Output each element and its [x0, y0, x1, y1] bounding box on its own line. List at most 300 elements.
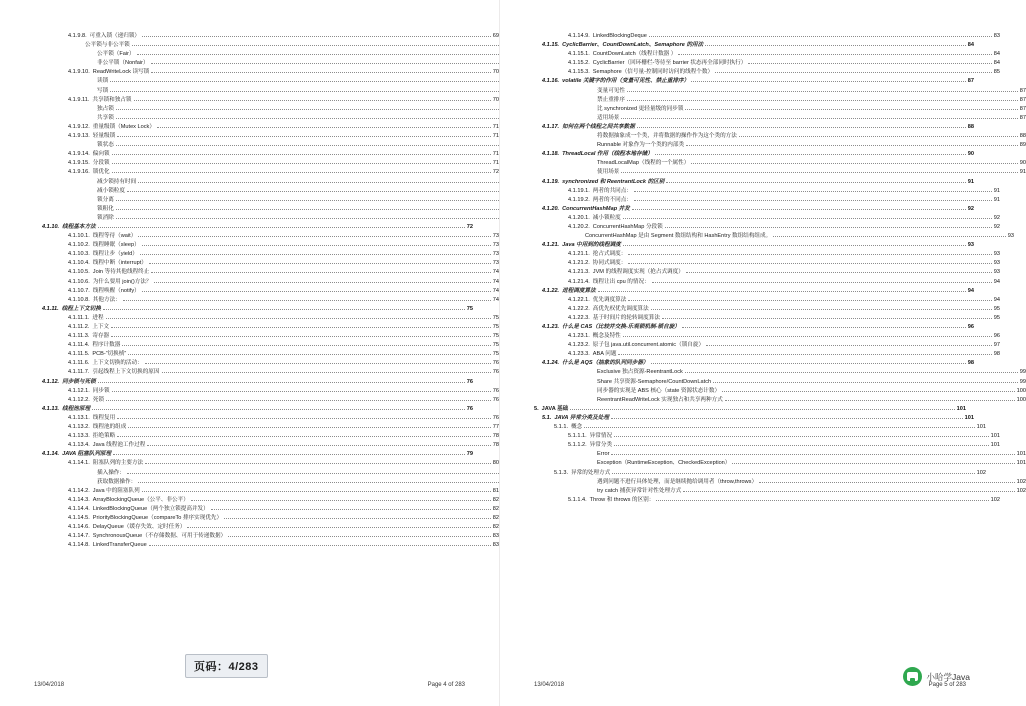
toc-leader-dots	[112, 163, 491, 164]
toc-entry-number: 4.1.11.2.	[68, 324, 90, 330]
toc-entry-label: 线程复用	[92, 414, 116, 421]
toc-entry-label: 获取数据操作：	[97, 478, 137, 485]
toc-entry-page: 76	[492, 396, 499, 403]
toc-entry-page: 71	[492, 160, 499, 167]
toc-leader-dots	[132, 45, 505, 46]
toc-leader-dots	[117, 136, 491, 137]
toc-leader-dots	[157, 127, 491, 128]
toc-entry-number: 4.1.10.7.	[68, 287, 90, 294]
toc-entry-number: 4.1.9.15.	[68, 160, 90, 167]
toc-entry-number: 4.1.13.3.	[68, 433, 90, 440]
toc-entry-label: Exclusive 独占资源-ReentrantLock	[597, 369, 683, 376]
toc-entry-number: 4.1.20.1.	[568, 214, 590, 221]
toc-entry-label: 其他方法：	[92, 296, 121, 303]
toc-entry[interactable]	[34, 216, 525, 225]
page-number-badge-label: 页码：	[194, 661, 229, 673]
toc-leader-dots	[149, 545, 491, 546]
toc-entry-page: 87	[1019, 114, 1026, 121]
toc-entry-label: 减小锁粒度	[592, 214, 621, 221]
toc-leader-dots	[92, 409, 465, 410]
toc-leader-dots	[113, 454, 465, 455]
toc-entry-page: 84	[993, 60, 1000, 67]
toc-entry-label: 遇到问题不进行具体处理，而是继续抛给调用者（throw,throws）	[597, 478, 758, 485]
toc-leader-dots	[117, 436, 491, 437]
toc-leader-dots	[715, 72, 992, 73]
toc-leader-dots	[683, 491, 1014, 492]
toc-entry-label: 锁优化	[92, 169, 110, 176]
toc-leader-dots	[147, 445, 490, 446]
toc-entry-label: Share 共享资源-Semaphore/CountDownLatch	[597, 378, 712, 385]
toc-entry-number: 4.1.11.4.	[68, 342, 90, 349]
toc-entry-page: 92	[993, 214, 1000, 221]
toc-leader-dots	[623, 336, 992, 337]
toc-leader-dots	[665, 227, 992, 228]
toc-entry-number: 4.1.21.4.	[568, 278, 590, 285]
toc-leader-dots	[618, 354, 991, 355]
toc-entry-page: 74	[492, 269, 499, 276]
toc-leader-dots	[224, 518, 491, 519]
toc-entry-page: 87	[1019, 87, 1026, 94]
toc-entry-page: 76	[466, 405, 473, 412]
toc-entry-number: 5.1.3.	[554, 469, 568, 476]
toc-entry-number: 4.1.14.8.	[68, 542, 90, 549]
toc-entry-page: 101	[990, 433, 1000, 440]
toc-entry-number: 4.1.9.10.	[68, 69, 90, 76]
toc-entry-number: 4.1.14.2.	[68, 487, 90, 494]
toc-entry-page: 76	[466, 378, 473, 385]
toc-leader-dots	[112, 172, 491, 173]
toc-entry-label: Java 线程池工作过程	[92, 442, 146, 449]
toc-entry-page: 91	[967, 178, 974, 185]
toc-entry-page: 75	[492, 351, 499, 358]
toc-entry-page: 82	[492, 524, 499, 531]
document-page-left	[0, 0, 500, 706]
toc-entry-label: ConcurrentHashMap 并发	[562, 205, 630, 212]
toc-entry-number: 4.1.23.1.	[568, 333, 590, 340]
toc-entry-page: 80	[492, 460, 499, 467]
toc-entry-label: 进程调度算法	[562, 287, 596, 294]
toc-entry-page: 73	[492, 233, 499, 240]
toc-entry-label: 拒绝策略	[92, 433, 116, 440]
toc-entry-label: 可重入锁（递归锁）	[89, 33, 141, 39]
toc-entry-label: Throw 和 throws 的区别：	[589, 496, 655, 503]
toc-entry-label: 什么是 AQS（抽象的队列同步器）	[562, 360, 649, 367]
toc-entry-number: 4.1.12.2.	[68, 396, 90, 403]
toc-entry-label: 锁分离	[97, 196, 114, 203]
toc-leader-dots	[110, 91, 517, 92]
toc-entry-number: 4.1.11.3.	[68, 333, 90, 340]
toc-leader-dots	[705, 45, 966, 46]
toc-entry-label: DelayQueue（缓存失效、定时任务）	[92, 524, 186, 531]
toc-entry-label: 线程基本方法	[62, 223, 96, 230]
toc-entry-label: Runnable 对象作为一个类的内部类	[597, 142, 685, 149]
toc-entry-page: 94	[967, 287, 974, 294]
toc-leader-dots	[137, 54, 517, 55]
toc-entry-label: Exception（RuntimeException、CheckedException）	[597, 460, 731, 467]
toc-entry-label: 适用场景	[597, 114, 620, 121]
toc-entry-number: 4.1.10.2.	[68, 242, 90, 249]
toc-entry[interactable]	[34, 298, 499, 307]
toc-entry-label: Semaphore（信号量-控制同时访问的线程个数）	[592, 69, 714, 76]
toc-entry-number: 4.1.11.	[42, 305, 59, 312]
toc-leader-dots	[632, 209, 966, 210]
toc-leader-dots	[106, 318, 491, 319]
toc-leader-dots	[98, 382, 465, 383]
toc-leader-dots	[652, 282, 992, 283]
toc-entry-label: 比 synchronized 更轻量级的同步锁	[597, 105, 684, 112]
toc-entry-label: JAVA 异常分类及处理	[554, 414, 609, 421]
toc-entry-page: 101	[1016, 451, 1026, 458]
toc-entry-number: 4.1.14.1.	[68, 460, 90, 467]
toc-entry[interactable]	[534, 398, 1026, 407]
toc-entry-label: CyclicBarrier、CountDownLatch、Semaphore 的用法	[562, 42, 704, 49]
document-page-right	[500, 0, 1026, 706]
toc-leader-dots	[725, 400, 1015, 401]
toc-entry-label: 协同式调度：	[592, 260, 627, 267]
footer-date-right: 13/04/2018	[534, 682, 565, 688]
toc-entry-page: 75	[492, 314, 499, 321]
toc-entry-label: 同步锁	[92, 387, 110, 394]
toc-leader-dots	[628, 300, 991, 301]
toc-leader-dots	[138, 182, 517, 183]
toc-leader-dots	[98, 227, 465, 228]
toc-entry-label: 公平锁（Fair）	[97, 51, 135, 58]
toc-leader-dots	[112, 154, 491, 155]
toc-entry-page: 82	[492, 514, 499, 521]
toc-entry-page: 96	[967, 324, 974, 330]
toc-leader-dots	[127, 191, 517, 192]
toc-entry-label: SynchronousQueue（不存储数据、可用于传递数据）	[92, 533, 227, 540]
toc-entry-page: 90	[967, 151, 974, 158]
toc-leader-dots	[134, 100, 491, 101]
toc-entry-page: 84	[993, 51, 1000, 58]
toc-leader-dots	[106, 400, 491, 401]
toc-entry[interactable]	[534, 280, 1000, 289]
page-number-badge-value: 4/283	[228, 661, 259, 673]
toc-entry-label: 同步器的实现是 ABS 核心（state 资源状态计数）	[597, 387, 721, 394]
toc-leader-dots	[116, 118, 517, 119]
toc-leader-dots	[228, 536, 491, 537]
toc-leader-dots	[149, 263, 491, 264]
toc-leader-dots	[706, 345, 992, 346]
toc-entry-label: 重量级锁（Mutex Lock）	[92, 123, 155, 130]
toc-entry-label: 将数据抽象成一个类，并将数据的操作作为这个类的方法	[597, 133, 737, 140]
toc-leader-dots	[117, 418, 491, 419]
toc-entry-page: 73	[492, 251, 499, 258]
toc-entry-number: 4.1.14.6.	[68, 524, 90, 531]
toc-entry[interactable]	[34, 543, 499, 552]
toc-entry-number: 4.1.20.	[542, 205, 560, 212]
toc-entry-number: 4.1.10.6.	[68, 278, 90, 285]
toc-entry-label: 独占锁	[97, 105, 114, 112]
toc-entry-label: 共享锁	[97, 114, 114, 121]
toc-leader-dots	[145, 463, 491, 464]
toc-entry-number: 4.1.19.1.	[568, 187, 590, 194]
toc-leader-dots	[691, 163, 1017, 164]
toc-leader-dots	[612, 473, 974, 474]
toc-entry-page: 95	[993, 314, 1000, 321]
toc-leader-dots	[138, 482, 517, 483]
toc-entry-label: Join 等待其他线程终止	[92, 269, 150, 276]
toc-entry-label: 异常分类	[589, 442, 613, 449]
toc-entry-label: 两者的共同点：	[592, 187, 632, 194]
toc-entry-page: 87	[1019, 105, 1026, 112]
toc-entry-number: 4.1.13.4.	[68, 442, 90, 449]
toc-entry-label: 引起线程上下文切换的原因	[92, 369, 160, 376]
toc-entry-page: 95	[993, 305, 1000, 312]
toc-entry-page: 93	[993, 269, 1000, 276]
toc-entry-page: 83	[492, 533, 499, 540]
toc-entry-label: 线程等待（wait）	[92, 233, 137, 240]
toc-entry-label: 减小锁粒度	[97, 187, 125, 194]
toc-entry-number: 4.1.23.2.	[568, 342, 590, 349]
toc-entry-label: volatile 关键字的作用（变量可见性、禁止重排序）	[562, 78, 690, 85]
toc-entry-number: 4.1.10.5.	[68, 269, 90, 276]
toc-list-right	[534, 33, 1026, 507]
toc-entry-label: 什么是 CAS（比较并交换-乐观锁机制-锁自旋）	[562, 324, 680, 330]
toc-entry-number: 4.1.10.3.	[68, 251, 90, 258]
toc-entry-label: try catch 捕获异常针对性处理方式	[597, 487, 682, 494]
toc-entry-number: 4.1.21.3.	[568, 269, 590, 276]
toc-entry-number: 5.1.1.	[554, 424, 568, 431]
toc-entry-number: 4.1.14.	[42, 451, 60, 458]
toc-leader-dots	[128, 427, 490, 428]
toc-entry-page: 102	[976, 469, 986, 476]
toc-entry-page: 82	[492, 496, 499, 503]
toc-leader-dots	[722, 391, 1015, 392]
toc-entry-label: JAVA 阻塞队列原理	[62, 451, 112, 458]
toc-entry-number: 4.1.21.2.	[568, 260, 590, 267]
toc-entry-page: 100	[1016, 387, 1026, 394]
toc-entry-page: 92	[993, 223, 1000, 230]
toc-leader-dots	[627, 91, 1018, 92]
toc-leader-dots	[112, 391, 491, 392]
toc-entry-page: 93	[993, 251, 1000, 258]
toc-entry-page: 88	[1019, 133, 1026, 140]
toc-entry-page: 97	[993, 342, 1000, 349]
toc-leader-dots	[151, 63, 517, 64]
toc-entry-label: 死锁	[92, 396, 104, 403]
toc-entry-label: ThreadLocalMap（线程的一个属性）	[597, 160, 690, 167]
toc-entry-page: 75	[492, 324, 499, 330]
toc-entry-label: 变量可见性	[597, 87, 625, 94]
toc-entry-number: 4.1.9.11.	[68, 96, 90, 103]
toc-entry[interactable]	[34, 398, 499, 407]
toc-entry-page: 71	[492, 123, 499, 130]
toc-entry-label: 抢占式调度：	[592, 251, 627, 258]
toc-leader-dots	[127, 473, 517, 474]
toc-entry-number: 4.1.9.14.	[68, 151, 90, 158]
toc-entry-page: 81	[492, 487, 499, 494]
footer-date-left: 13/04/2018	[34, 682, 65, 688]
toc-entry[interactable]	[534, 498, 1000, 507]
toc-entry-number: 4.1.17.	[542, 123, 560, 130]
toc-entry-label: 优先调度算法	[592, 296, 627, 303]
toc-entry-label: ThreadLocal 作用（线程本地存储）	[562, 151, 653, 158]
toc-entry-label: 基于时间片的轮转调度算法	[592, 314, 660, 321]
toc-leader-dots	[634, 191, 992, 192]
toc-leader-dots	[151, 72, 491, 73]
toc-entry-page: 101	[956, 405, 966, 412]
toc-entry-page: 91	[993, 187, 1000, 194]
toc-leader-dots	[116, 218, 517, 219]
toc-entry-page: 73	[492, 242, 499, 249]
toc-entry-number: 4.1.21.	[542, 242, 560, 249]
toc-entry-label: 线程池的组成	[92, 424, 127, 431]
toc-entry-number: 4.1.14.3.	[68, 496, 90, 503]
toc-leader-dots	[651, 309, 992, 310]
toc-entry-number: 4.1.14.4.	[68, 505, 90, 512]
toc-entry-page: 90	[1019, 160, 1026, 167]
toc-entry-label: 同步锁与死锁	[62, 378, 96, 385]
toc-entry-number: 5.1.	[542, 414, 552, 421]
toc-leader-dots	[614, 445, 989, 446]
toc-entry-number: 4.1.18.	[542, 151, 560, 158]
toc-entry-page: 100	[1016, 396, 1026, 403]
toc-leader-dots	[142, 36, 491, 37]
toc-leader-dots	[187, 527, 490, 528]
toc-entry-label: ArrayBlockingQueue（公平、非公平）	[92, 496, 189, 503]
toc-entry-page: 101	[990, 442, 1000, 449]
toc-entry-label: 两者的不同点：	[592, 196, 632, 203]
toc-entry-label: Java 中用到的线程调度	[562, 242, 621, 249]
toc-leader-dots	[655, 154, 966, 155]
footer-page-label-right: Page 5 of 283	[928, 682, 966, 688]
toc-entry-label: 线程让出 cpu 的情况：	[592, 278, 650, 285]
toc-entry-page: 96	[993, 333, 1000, 340]
toc-leader-dots	[162, 372, 491, 373]
toc-leader-dots	[662, 318, 992, 319]
toc-leader-dots	[773, 236, 1006, 237]
toc-leader-dots	[128, 354, 491, 355]
toc-entry-number: 4.1.15.	[542, 42, 560, 49]
toc-leader-dots	[623, 245, 966, 246]
toc-leader-dots	[151, 272, 490, 273]
toc-entry-number: 5.	[534, 405, 539, 412]
toc-entry-page: 99	[1019, 369, 1026, 376]
toc-entry-number: 4.1.13.1.	[68, 414, 90, 421]
toc-leader-dots	[759, 482, 1015, 483]
toc-entry-number: 4.1.11.6.	[68, 360, 90, 367]
toc-entry-label: LinkedTransferQueue	[92, 542, 147, 549]
toc-leader-dots	[748, 63, 991, 64]
toc-entry-number: 4.1.10.1.	[68, 233, 90, 240]
toc-entry-number: 4.1.10.	[42, 223, 60, 230]
toc-entry-number: 4.1.12.	[42, 378, 60, 385]
toc-leader-dots	[621, 118, 1017, 119]
toc-entry[interactable]	[34, 370, 499, 379]
toc-leader-dots	[111, 336, 491, 337]
toc-entry-number: 4.1.14.7.	[68, 533, 90, 540]
toc-entry-label: 轻量级锁	[92, 133, 116, 140]
toc-leader-dots	[686, 145, 1018, 146]
toc-entry-page: 101	[976, 424, 986, 431]
toc-entry-number: 4.1.9.16.	[68, 169, 90, 176]
toc-leader-dots	[122, 345, 490, 346]
page-footer-left	[34, 682, 465, 688]
toc-leader-dots	[142, 291, 491, 292]
toc-entry-label: 为什么要用 join()方法？	[92, 278, 152, 285]
toc-entry-page: 98	[993, 351, 1000, 358]
toc-entry-page: 75	[466, 305, 473, 312]
toc-entry-label: 线程上下文切换	[61, 305, 101, 312]
toc-entry-number: 4.1.22.2.	[568, 305, 590, 312]
toc-entry-number: 4.1.16.	[542, 78, 560, 85]
toc-entry-label: 概念及特性	[592, 333, 621, 340]
toc-entry-label: 进程	[92, 314, 104, 321]
toc-entry-label: Error	[597, 451, 610, 458]
toc-entry-label: LinkedBlockingDeque	[592, 33, 647, 39]
toc-entry-page: 74	[492, 287, 499, 294]
toc-entry-label: 写锁	[97, 87, 109, 94]
toc-entry-label: LinkedBlockingQueue（两个独立锁提高并发）	[92, 505, 209, 512]
toc-entry-page: 93	[993, 260, 1000, 267]
toc-entry-page: 69	[492, 33, 499, 39]
toc-entry-page: 74	[492, 296, 499, 303]
toc-leader-dots	[570, 409, 954, 410]
toc-leader-dots	[628, 254, 991, 255]
toc-entry-page: 82	[492, 505, 499, 512]
toc-entry-label: 禁止重排序	[597, 96, 625, 103]
toc-entry-page: 70	[492, 69, 499, 76]
toc-leader-dots	[611, 454, 1014, 455]
toc-entry-page: 91	[1019, 169, 1026, 176]
toc-leader-dots	[649, 36, 992, 37]
toc-leader-dots	[116, 200, 517, 201]
toc-entry-page: 98	[967, 360, 974, 367]
toc-entry[interactable]	[534, 416, 974, 425]
toc-entry-page: 101	[1016, 460, 1026, 467]
toc-entry-page: 91	[993, 196, 1000, 203]
toc-leader-dots	[123, 300, 491, 301]
wechat-logo-icon	[903, 667, 922, 686]
toc-leader-dots	[138, 236, 490, 237]
toc-entry-page: 93	[967, 242, 974, 249]
toc-entry-page: 92	[967, 205, 974, 212]
toc-leader-dots	[111, 327, 491, 328]
toc-entry-number: 4.1.19.	[542, 178, 560, 185]
toc-entry-page: 99	[1019, 378, 1026, 385]
toc-list-left	[34, 33, 499, 552]
toc-entry-page: 78	[492, 442, 499, 449]
toc-leader-dots	[598, 291, 966, 292]
toc-entry-page: 101	[964, 414, 974, 421]
page-footer-right	[534, 682, 966, 688]
toc-entry-page: 89	[1019, 142, 1026, 149]
toc-entry-page: 71	[492, 133, 499, 140]
toc-entry-number: 4.1.11.5.	[68, 351, 90, 358]
toc-entry-label: 如何在两个线程之间共享数据	[562, 123, 635, 130]
toc-entry-label: PriorityBlockingQueue（compareTo 排序实现优先）	[92, 514, 223, 521]
watermark-text: 小哈学Java	[926, 671, 970, 682]
toc-entry-number: 4.1.23.3.	[568, 351, 590, 358]
toc-entry-number: 4.1.13.	[42, 405, 60, 412]
toc-entry-number: 4.1.10.8.	[68, 296, 90, 303]
toc-entry-label: 共享锁和独占锁	[92, 96, 132, 103]
toc-entry-number: 4.1.24.	[542, 360, 560, 367]
toc-entry-page: 102	[1016, 478, 1026, 485]
toc-entry-page: 102	[990, 496, 1000, 503]
toc-leader-dots	[116, 109, 517, 110]
toc-entry-label: 线程让步（yield）	[92, 251, 138, 258]
toc-leader-dots	[637, 127, 966, 128]
toc-entry-label: 概念	[571, 424, 583, 431]
toc-entry-label: 减少锁持有时间	[97, 178, 137, 185]
toc-entry-page: 77	[492, 424, 499, 431]
toc-leader-dots	[691, 81, 966, 82]
toc-entry-page: 94	[993, 296, 1000, 303]
page-number-badge	[185, 654, 268, 678]
